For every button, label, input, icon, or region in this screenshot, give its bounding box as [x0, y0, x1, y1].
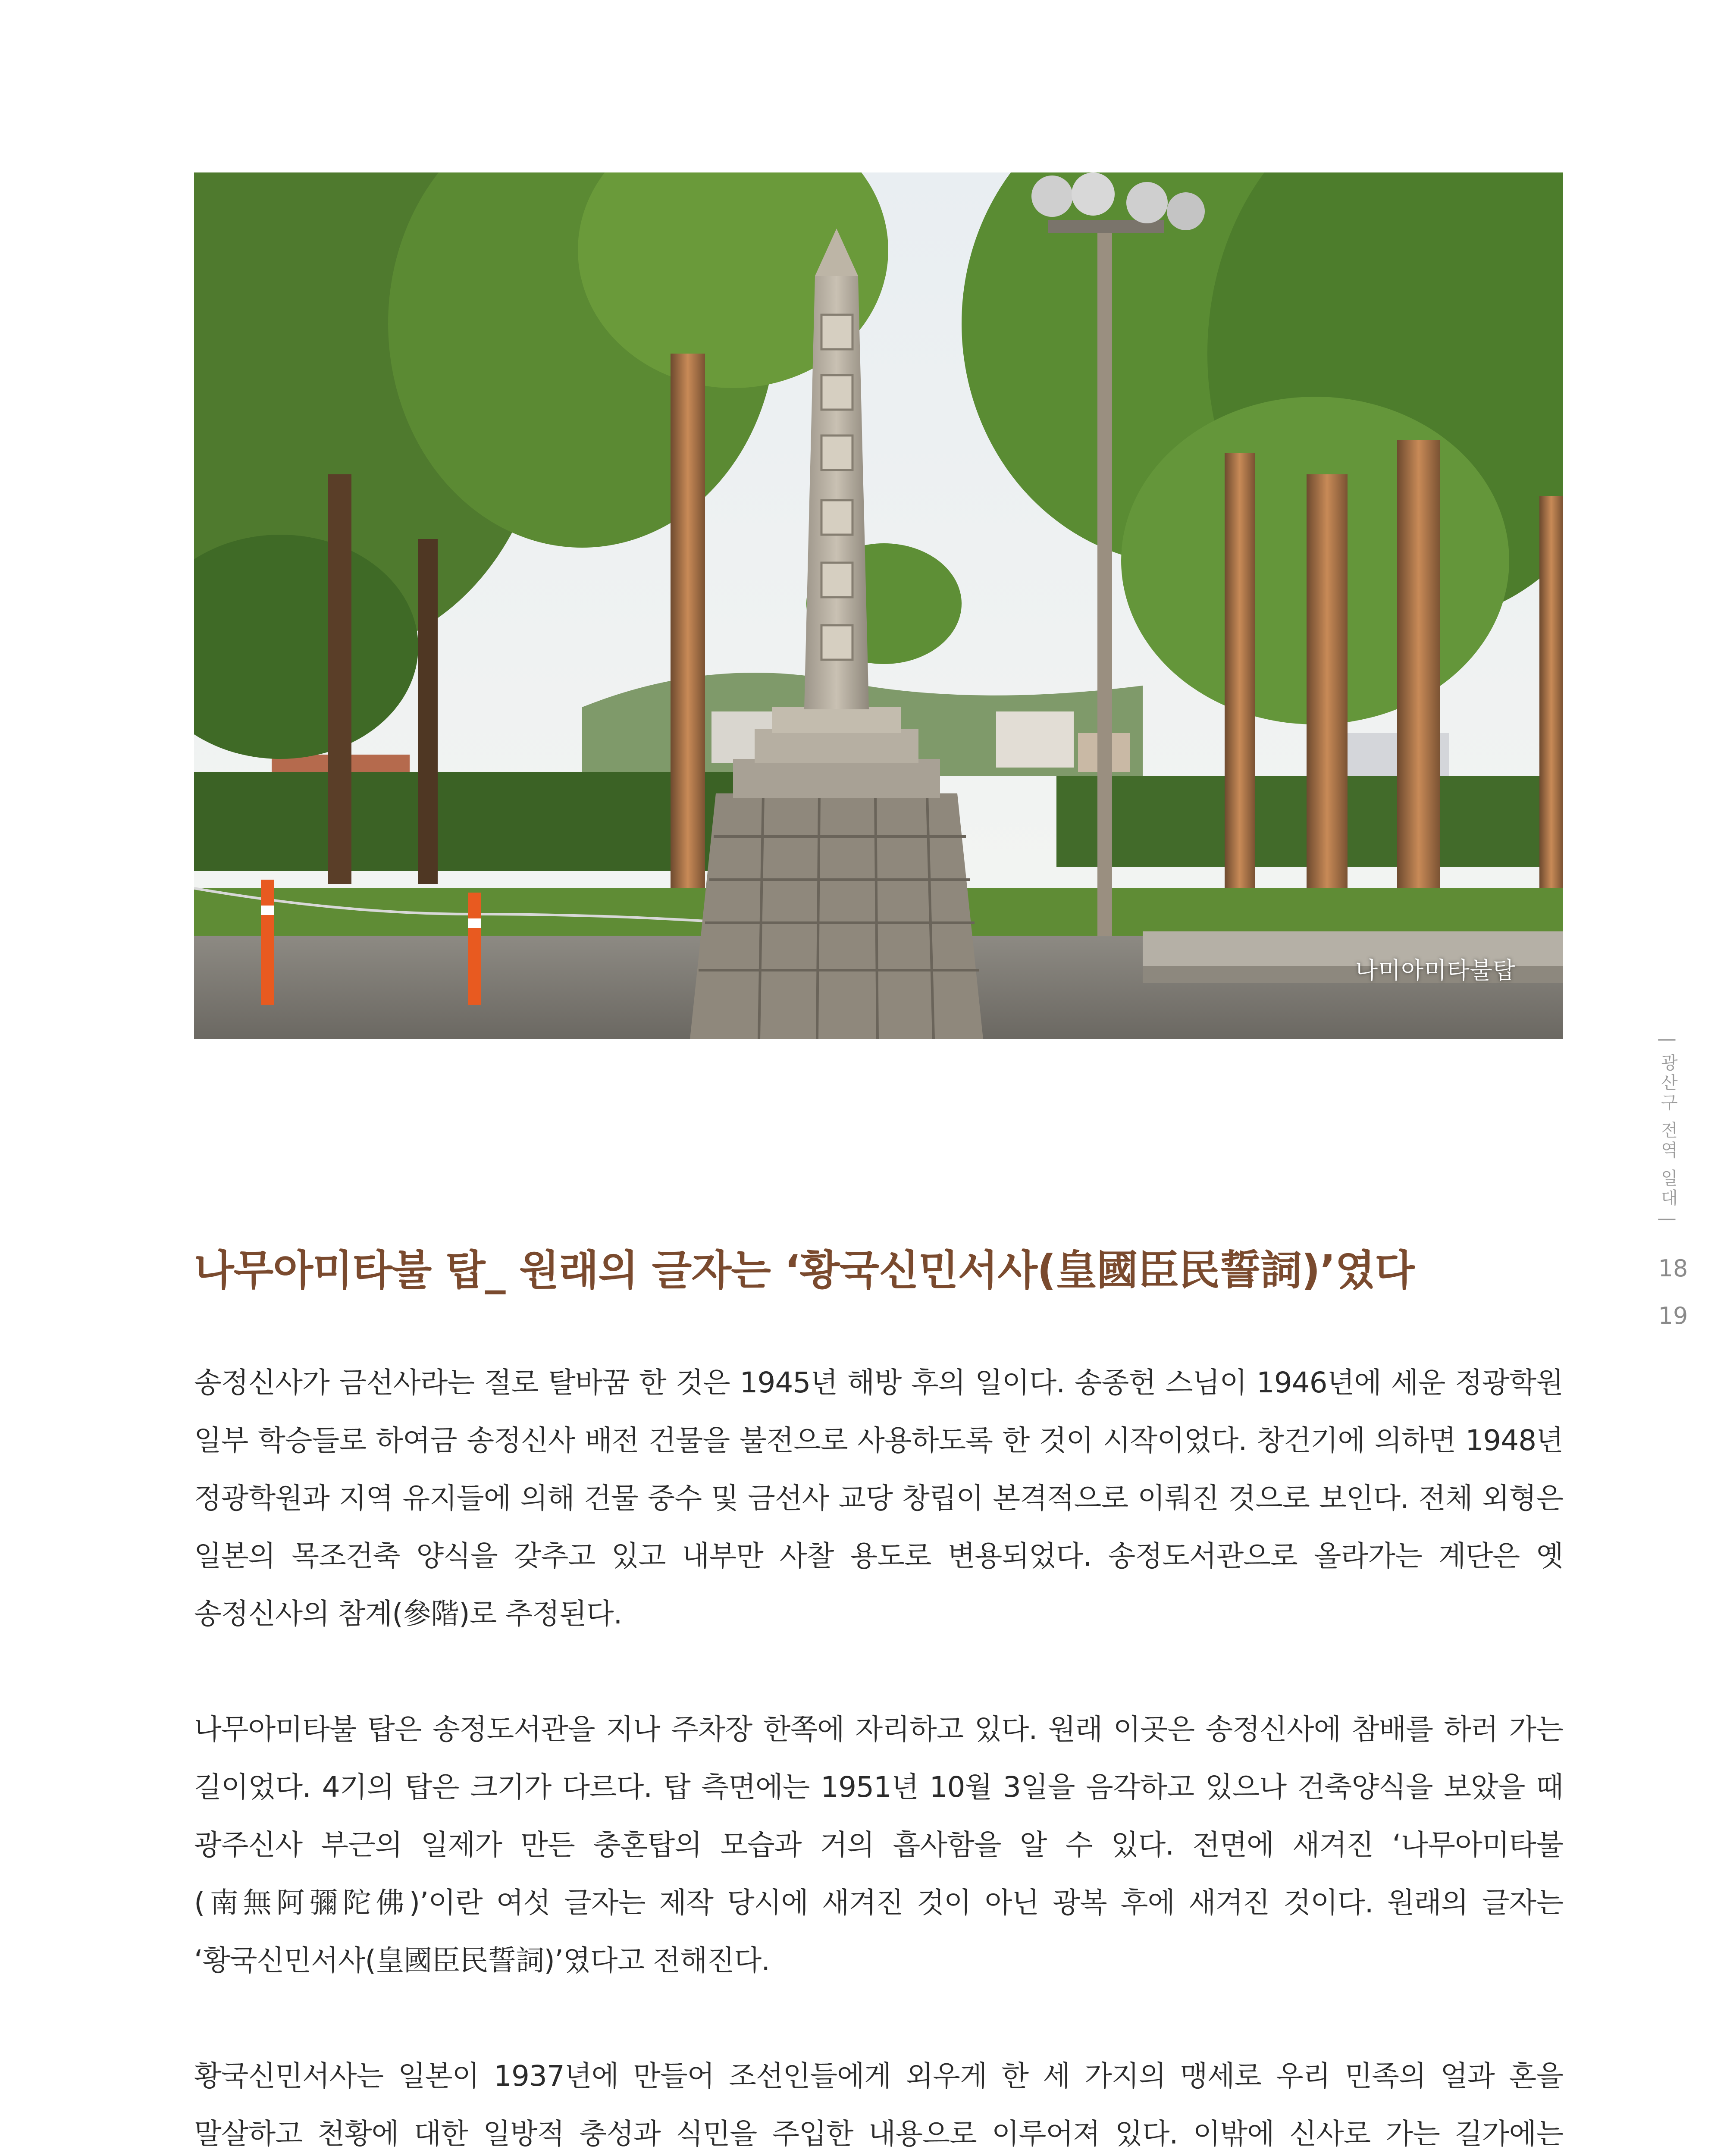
page-number-right: 19: [1658, 1302, 1688, 1329]
paragraph-1: 송정신사가 금선사라는 절로 탈바꿈 한 것은 1945년 해방 후의 일이다. 송종헌 스님이 1946년에 세운 정광학원 일부 학승들로 하여금 송정신사 배전 건물을 불전으로 사용하도록 한 것이 시작이었다. 창건기에 의하면 1948년 정광학원과 지역 유지들에 의해 건물 중수 및 금선사 교당 창립이 본격적으로 이뤄진 것으로 보인다. 전체 외형은 일본의 목조건축 양식을 갖추고 있고 내부만 사찰 용도로 변용되었다. 송정도서관으로 올라가는 계단은 옛 송정신사의 참계(參階)로 추정된다.: [194, 1366, 1563, 1630]
page-number-left: 18: [1658, 1255, 1688, 1282]
running-header: [1647, 1037, 1699, 1225]
photo-caption: 나미아미타불탑: [1355, 957, 1516, 984]
article-body: [194, 1354, 1563, 2156]
paragraph-3: 황국신민서사는 일본이 1937년에 만들어 조선인들에게 외우게 한 세 가지의 맹세로 우리 민족의 얼과 혼을 말살하고 천황에 대한 일방적 충성과 식민을 주입한 내용으로 이루어져 있다. 이밖에 신사로 가는 길가에는: [194, 2059, 1563, 2150]
running-header-label: | 광산구 전역 일대 |: [1658, 1037, 1678, 1225]
section-title: 나무아미타불 탑_ 원래의 글자는 ‘황국신민서사(皇國臣民誓詞)’였다: [194, 1246, 1414, 1294]
obelisk-photo: [194, 172, 1563, 1039]
photo-illustration: [194, 172, 1563, 1039]
paragraph-2: 나무아미타불 탑은 송정도서관을 지나 주차장 한쪽에 자리하고 있다. 원래 이곳은 송정신사에 참배를 하러 가는 길이었다. 4기의 탑은 크기가 다르다. 탑 측면에는 1951년 10월 3일을 음각하고 있으나 건축양식을 보았을 때 광주신사 부근의 일제가 만든 충혼탑의 모습과 거의 흡사함을 알 수 있다. 전면에 새겨진 ‘나무아미타불(南無阿彌陀佛)’이란 여섯 글자는 제작 당시에 새겨진 것이 아닌 광복 후에 새겨진 것이다. 원래의 글자는 ‘황국신민서사(皇國臣民誓詞)’였다고 전해진다.: [194, 1713, 1563, 1977]
